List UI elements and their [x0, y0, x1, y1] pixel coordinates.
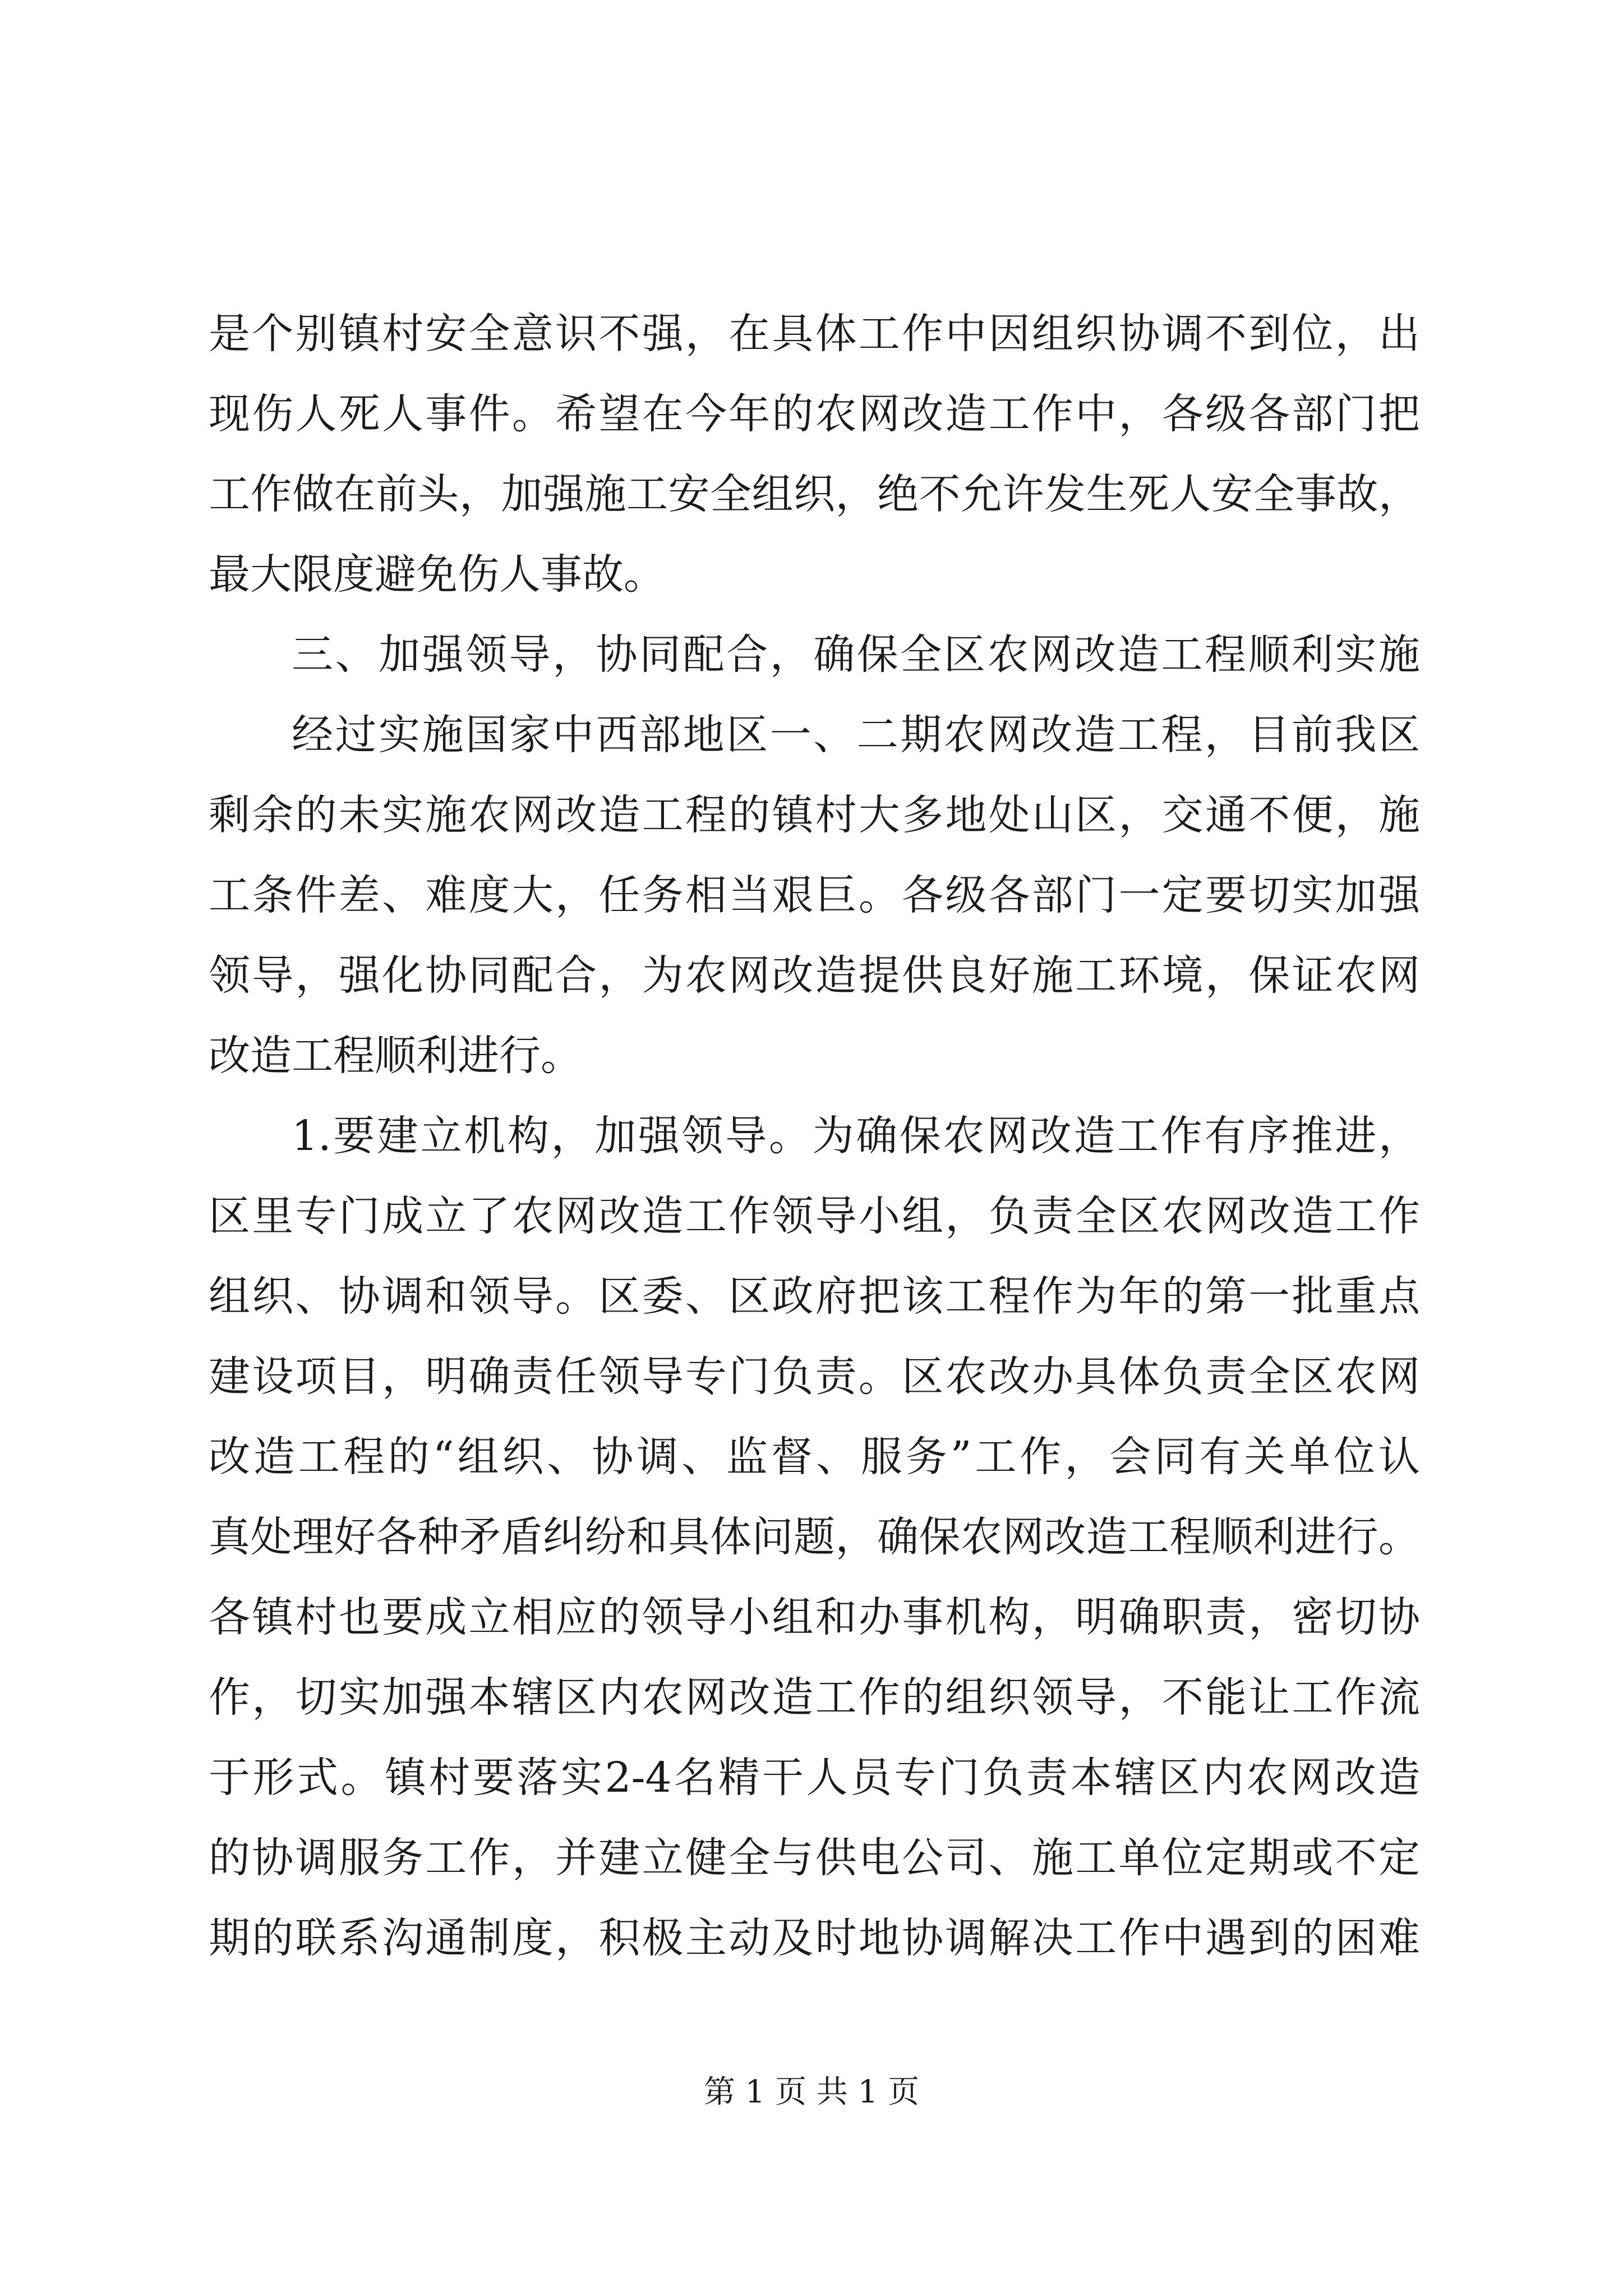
text-line: 改造工程的“组织、协调、监督、服务”工作，会同有关单位认 [209, 1433, 1420, 1481]
text-line: 领导，强化协同配合，为农网改造提供良好施工环境，保证农网 [209, 951, 1420, 1000]
text-line: 1.要建立机构，加强领导。为确保农网改造工作有序推进， [292, 1112, 1420, 1160]
text-line: 区里专门成立了农网改造工作领导小组，负责全区农网改造工作 [209, 1192, 1420, 1240]
text-line: 作，切实加强本辖区内农网改造工作的组织领导，不能让工作流 [209, 1673, 1420, 1722]
section-heading: 三、加强领导，协同配合，确保全区农网改造工程顺利实施 [292, 631, 1420, 679]
text-line: 现伤人死人事件。希望在今年的农网改造工作中，各级各部门把 [209, 390, 1420, 438]
text-line: 各镇村也要成立相应的领导小组和办事机构，明确职责，密切协 [209, 1593, 1420, 1641]
text-line: 真处理好各种矛盾纠纷和具体问题，确保农网改造工程顺利进行。 [209, 1513, 1420, 1561]
text-line: 最大限度避免伤人事故。 [209, 550, 665, 599]
text-line: 剩余的未实施农网改造工程的镇村大多地处山区，交通不便，施 [209, 791, 1420, 839]
text-line: 组织、协调和领导。区委、区政府把该工程作为年的第一批重点 [209, 1272, 1420, 1320]
text-line: 工作做在前头，加强施工安全组织，绝不允许发生死人安全事故， [209, 470, 1420, 518]
text-line: 经过实施国家中西部地区一、二期农网改造工程，目前我区 [292, 711, 1420, 759]
text-line: 期的联系沟通制度，积极主动及时地协调解决工作中遇到的困难 [209, 1914, 1420, 1962]
text-line: 改造工程顺利进行。 [209, 1032, 582, 1080]
text-line: 工条件差、难度大，任务相当艰巨。各级各部门一定要切实加强 [209, 871, 1420, 919]
text-line: 的协调服务工作，并建立健全与供电公司、施工单位定期或不定 [209, 1834, 1420, 1882]
text-line: 建设项目，明确责任领导专门负责。区农改办具体负责全区农网 [209, 1352, 1420, 1401]
text-line: 于形式。镇村要落实2-4名精干人员专门负责本辖区内农网改造 [209, 1754, 1420, 1802]
page-footer: 第 1 页 共 1 页 [703, 2074, 920, 2110]
text-line: 是个别镇村安全意识不强，在具体工作中因组织协调不到位，出 [209, 310, 1420, 358]
